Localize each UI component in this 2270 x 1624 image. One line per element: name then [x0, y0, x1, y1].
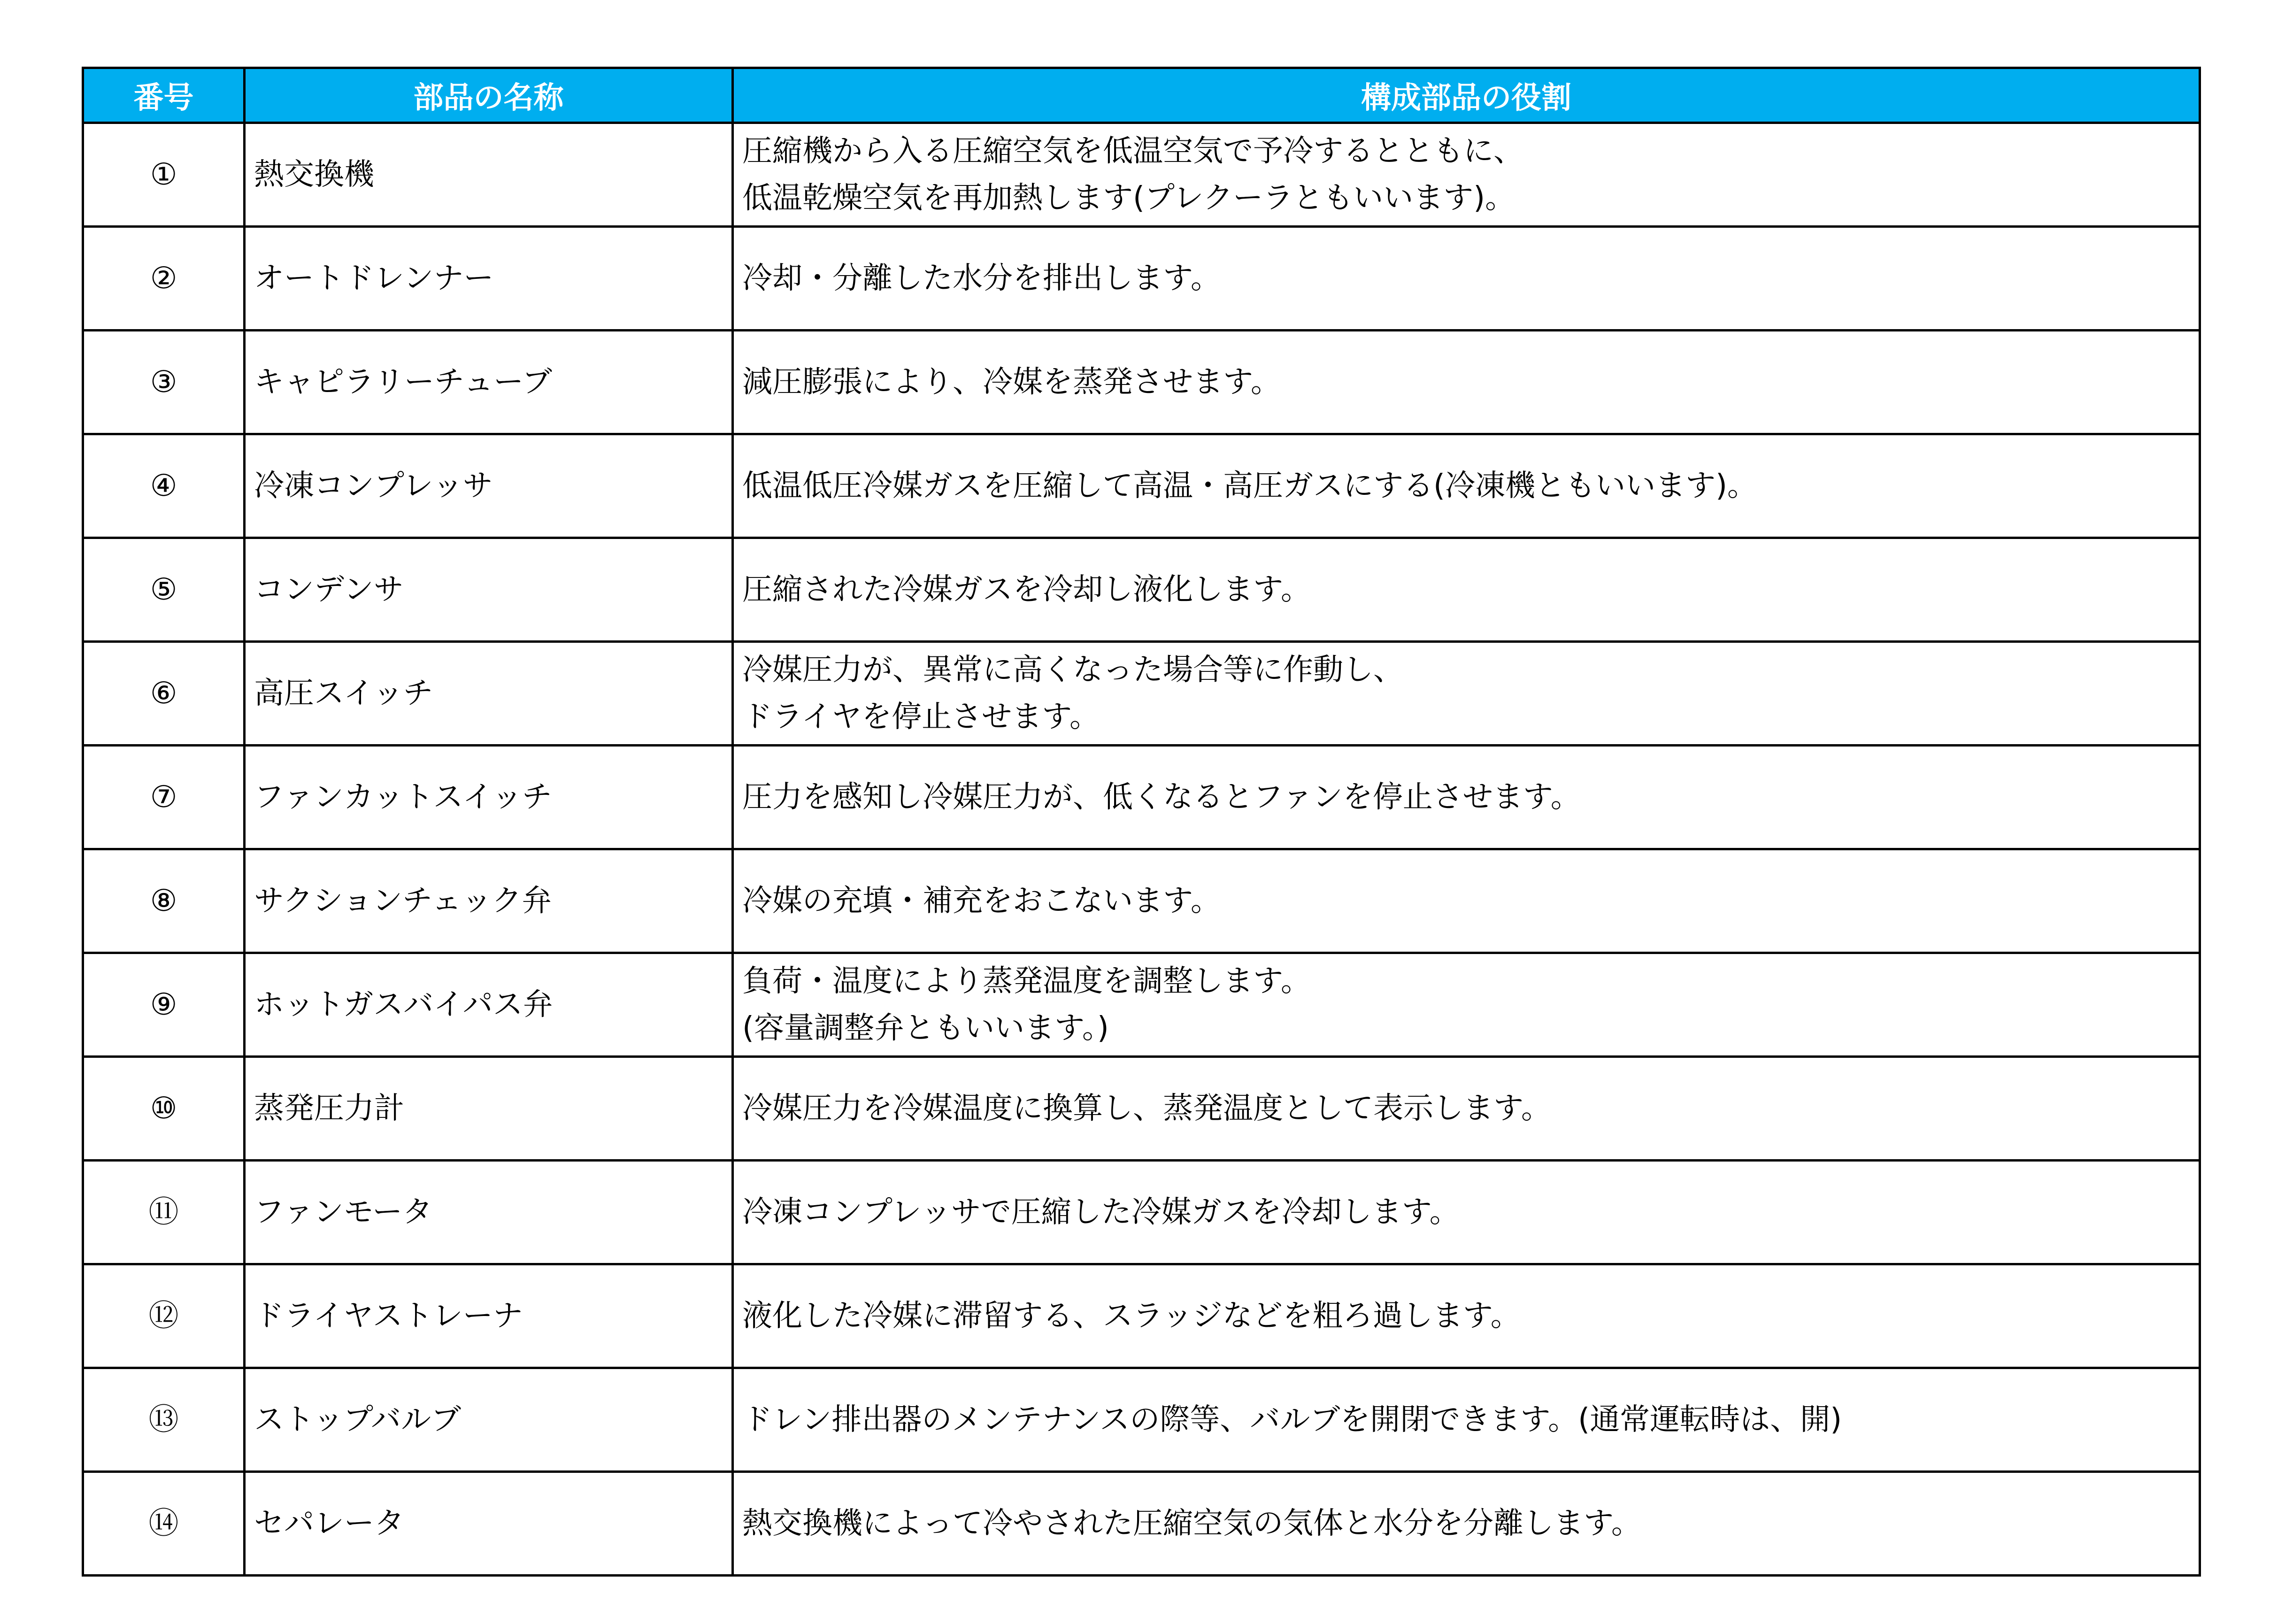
part-role: [733, 1264, 2200, 1368]
role-line: 冷却・分離した水分を排出します。: [742, 261, 1221, 296]
role-line: 熱交換機によって冷やされた圧縮空気の気体と水分を分離します。: [742, 1506, 1641, 1541]
part-name: 蒸発圧力計: [245, 1057, 733, 1161]
part-name: ホットガスバイパス弁: [245, 953, 733, 1057]
row-number: ④: [83, 434, 245, 538]
parts-table: [82, 67, 2201, 1577]
part-role: [733, 849, 2200, 953]
part-role: [733, 953, 2200, 1057]
role-line: 液化した冷媒に滞留する、スラッジなどを粗ろ過します。: [742, 1299, 1521, 1333]
part-role: [733, 1472, 2200, 1576]
row-number: ①: [83, 123, 245, 227]
role-line: (容量調整弁ともいいます。): [742, 1011, 1109, 1046]
table-row: [83, 434, 2200, 538]
role-line: 冷凍コンプレッサで圧縮した冷媒ガスを冷却します。: [742, 1195, 1460, 1230]
part-role: [733, 642, 2200, 746]
role-line: 負荷・温度により蒸発温度を調整します。: [742, 964, 1311, 999]
table-row: [83, 1161, 2200, 1264]
role-line: 圧力を感知し冷媒圧力が、低くなるとファンを停止させます。: [742, 780, 1581, 815]
row-number: ③: [83, 331, 245, 434]
row-number: ⑥: [83, 642, 245, 746]
part-name: ストップバルブ: [245, 1368, 733, 1472]
part-role: [733, 331, 2200, 434]
part-name: コンデンサ: [245, 538, 733, 642]
part-name: オートドレンナー: [245, 227, 733, 331]
table-row: [83, 642, 2200, 746]
part-role: [733, 1057, 2200, 1161]
part-role: [733, 1161, 2200, 1264]
row-number: ⑩: [83, 1057, 245, 1161]
table-row: [83, 331, 2200, 434]
role-line: ドライヤを停止させます。: [742, 700, 1100, 734]
role-line: 圧縮機から入る圧縮空気を低温空気で予冷するとともに、: [742, 134, 1524, 169]
row-number: ⑨: [83, 953, 245, 1057]
part-name: セパレータ: [245, 1472, 733, 1576]
row-number: ⑪: [83, 1161, 245, 1264]
role-line: 減圧膨張により、冷媒を蒸発させます。: [742, 365, 1281, 400]
table-row: [83, 227, 2200, 331]
table-row: [83, 953, 2200, 1057]
part-name: 高圧スイッチ: [245, 642, 733, 746]
role-line: 圧縮された冷媒ガスを冷却し液化します。: [742, 572, 1311, 607]
header-role: 構成部品の役割: [733, 68, 2200, 123]
role-line: 冷媒の充填・補充をおこないます。: [742, 884, 1221, 918]
header-part-name: 部品の名称: [245, 68, 733, 123]
table-row: [83, 1057, 2200, 1161]
part-role: [733, 123, 2200, 227]
table-row: [83, 1264, 2200, 1368]
table-row: [83, 538, 2200, 642]
part-role: [733, 227, 2200, 331]
part-name: キャピラリーチューブ: [245, 331, 733, 434]
part-role: [733, 746, 2200, 849]
part-name: 冷凍コンプレッサ: [245, 434, 733, 538]
part-name: ファンモータ: [245, 1161, 733, 1264]
row-number: ②: [83, 227, 245, 331]
part-name: ドライヤストレーナ: [245, 1264, 733, 1368]
role-line: 冷媒圧力を冷媒温度に換算し、蒸発温度として表示します。: [742, 1091, 1551, 1126]
row-number: ⑦: [83, 746, 245, 849]
table-row: [83, 1368, 2200, 1472]
role-line: ドレン排出器のメンテナンスの際等、バルブを開閉できます。(通常運転時は、開): [742, 1402, 1842, 1437]
part-name: 熱交換機: [245, 123, 733, 227]
header-number: 番号: [83, 68, 245, 123]
role-line: 冷媒圧力が、異常に高くなった場合等に作動し、: [742, 653, 1403, 687]
part-role: [733, 1368, 2200, 1472]
row-number: ⑤: [83, 538, 245, 642]
part-name: サクションチェック弁: [245, 849, 733, 953]
part-name: ファンカットスイッチ: [245, 746, 733, 849]
table-header: [83, 68, 2200, 123]
table-row: [83, 746, 2200, 849]
row-number: ⑬: [83, 1368, 245, 1472]
table-row: [83, 123, 2200, 227]
table-row: [83, 849, 2200, 953]
table-body: [83, 123, 2200, 1576]
row-number: ⑭: [83, 1472, 245, 1576]
table-row: [83, 1472, 2200, 1576]
row-number: ⑧: [83, 849, 245, 953]
row-number: ⑫: [83, 1264, 245, 1368]
part-role: [733, 434, 2200, 538]
role-line: 低温乾燥空気を再加熱します(プレクーラともいいます)。: [742, 181, 1516, 216]
role-line: 低温低圧冷媒ガスを圧縮して高温・高圧ガスにする(冷凍機ともいいます)。: [742, 469, 1757, 503]
header-row: [83, 68, 2200, 123]
part-role: [733, 538, 2200, 642]
